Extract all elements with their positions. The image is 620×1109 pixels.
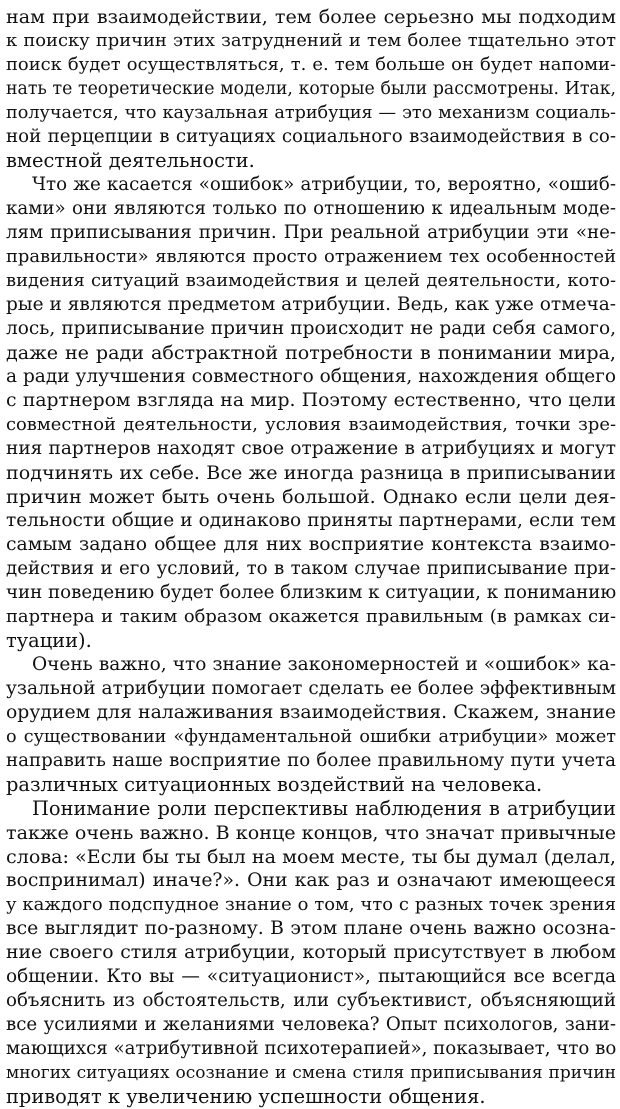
- text-line: нать те теоретические модели, которые были рассмотрены. Итак,: [6, 79, 616, 99]
- text-line: нам при взаимодействии, тем более серьезно мы подходим: [6, 5, 616, 28]
- text-line: воспринимал) иначе?». Они как раз и означают имеющееся: [6, 870, 616, 891]
- text-line: совместной деятельности, условия взаимодействия, точки зре-: [6, 414, 616, 435]
- text-line: Понимание роли перспективы наблюдения в атрибуции: [32, 797, 616, 820]
- text-line: мающихся «атрибутивной психотерапией», показывает, что во: [6, 1038, 616, 1059]
- text-line: направить наше восприятие по более правильному пути учета: [6, 750, 616, 771]
- text-line: орудием для налаживания взаимодействия. Скажем, знание: [6, 702, 616, 723]
- text-line: о существовании «фундаментальной ошибки атрибуции» может: [6, 727, 616, 747]
- text-line: получается, что каузальная атрибуция — это механизм социаль-: [6, 103, 616, 123]
- text-line: многих ситуациях осознание и смена стиля приписывания причин: [6, 1063, 616, 1083]
- paragraph-3: [6, 653, 616, 797]
- text-line: лось, приписывание причин происходит не ради себя самого,: [6, 318, 616, 339]
- text-line: объяснить из обстоятельств, или субъективист, объясняющий: [6, 990, 616, 1011]
- text-line: ние своего стиля атрибуции, который присутствует в любом: [6, 942, 616, 963]
- paragraph-1: [6, 5, 616, 173]
- text-line: подчинять их себе. Все же иногда разница в приписывании: [6, 461, 616, 484]
- text-line: приводят к увеличению успешности общения.: [6, 1085, 486, 1108]
- text-line: ной перцепции в ситуациях социального взаимодействия в со-: [6, 126, 616, 147]
- text-line: видения ситуаций взаимодействия и целей деятельности, кото-: [6, 270, 616, 291]
- text-line: Что же касается «ошибок» атрибуции, то, вероятно, «ошиб-: [32, 174, 616, 195]
- text-line: общении. Кто вы — «ситуационист», пытающийся все всегда: [6, 966, 616, 987]
- text-line: правильности» являются просто отражением тех особенностей: [6, 246, 616, 267]
- paragraph-4: [6, 797, 616, 1109]
- text-line: ками» они являются только по отношению к идеальным моде-: [6, 198, 616, 219]
- text-line: тельности общие и одинаково приняты партнерами, если тем: [6, 510, 616, 531]
- text-line: у каждого подспудное знание о том, что с разных точек зрения: [6, 894, 616, 915]
- text-line: причин может быть очень большой. Однако если цели дея-: [6, 485, 616, 508]
- text-line: ния партнеров находят свое отражение в атрибуциях и могут: [6, 438, 616, 459]
- text-line: чин поведению будет более близким к ситуации, к пониманию: [6, 582, 616, 603]
- text-line: Очень важно, что знание закономерностей и «ошибок» ка-: [32, 654, 616, 675]
- text-line: партнера и таким образом окажется правильным (в рамках си-: [6, 606, 616, 627]
- text-line: самым задано общее для них восприятие контекста взаимо-: [6, 534, 616, 555]
- text-line: лям приписывания причин. При реальной атрибуции эти «не-: [6, 222, 616, 243]
- text-line: туации).: [6, 629, 92, 652]
- text-line: с партнером взгляда на мир. Поэтому естественно, что цели: [6, 390, 616, 411]
- text-line: различных ситуационных воздействий на человека.: [6, 773, 543, 796]
- text-line: все выглядит по-разному. В этом плане очень важно осозна-: [6, 918, 616, 939]
- text-line: рые и являются предметом атрибуции. Ведь, как уже отмеча-: [6, 294, 616, 315]
- paragraph-2: [6, 173, 616, 653]
- text-line: слова: «Если бы ты был на моем месте, ты бы думал (делал,: [6, 845, 616, 868]
- text-line: к поиску причин этих затруднений и тем более тщательно этот: [6, 30, 616, 51]
- text-line: вместной деятельности.: [6, 149, 255, 172]
- text-line: даже не ради абстрактной потребности в понимании мира,: [6, 341, 616, 364]
- text-line: также очень важно. В конце концов, что значат привычные: [6, 821, 616, 844]
- text-line: все усилиями и желаниями человека? Опыт психологов, зани-: [6, 1014, 616, 1035]
- text-line: действия и его условий, то в таком случае приписывание при-: [6, 558, 616, 579]
- text-line: поиск будет осуществляться, т. е. тем больше он будет напоми-: [6, 54, 616, 75]
- text-line: узальной атрибуции помогает сделать ее более эффективным: [6, 678, 616, 699]
- text-line: а ради улучшения совместного общения, нахождения общего: [6, 366, 616, 387]
